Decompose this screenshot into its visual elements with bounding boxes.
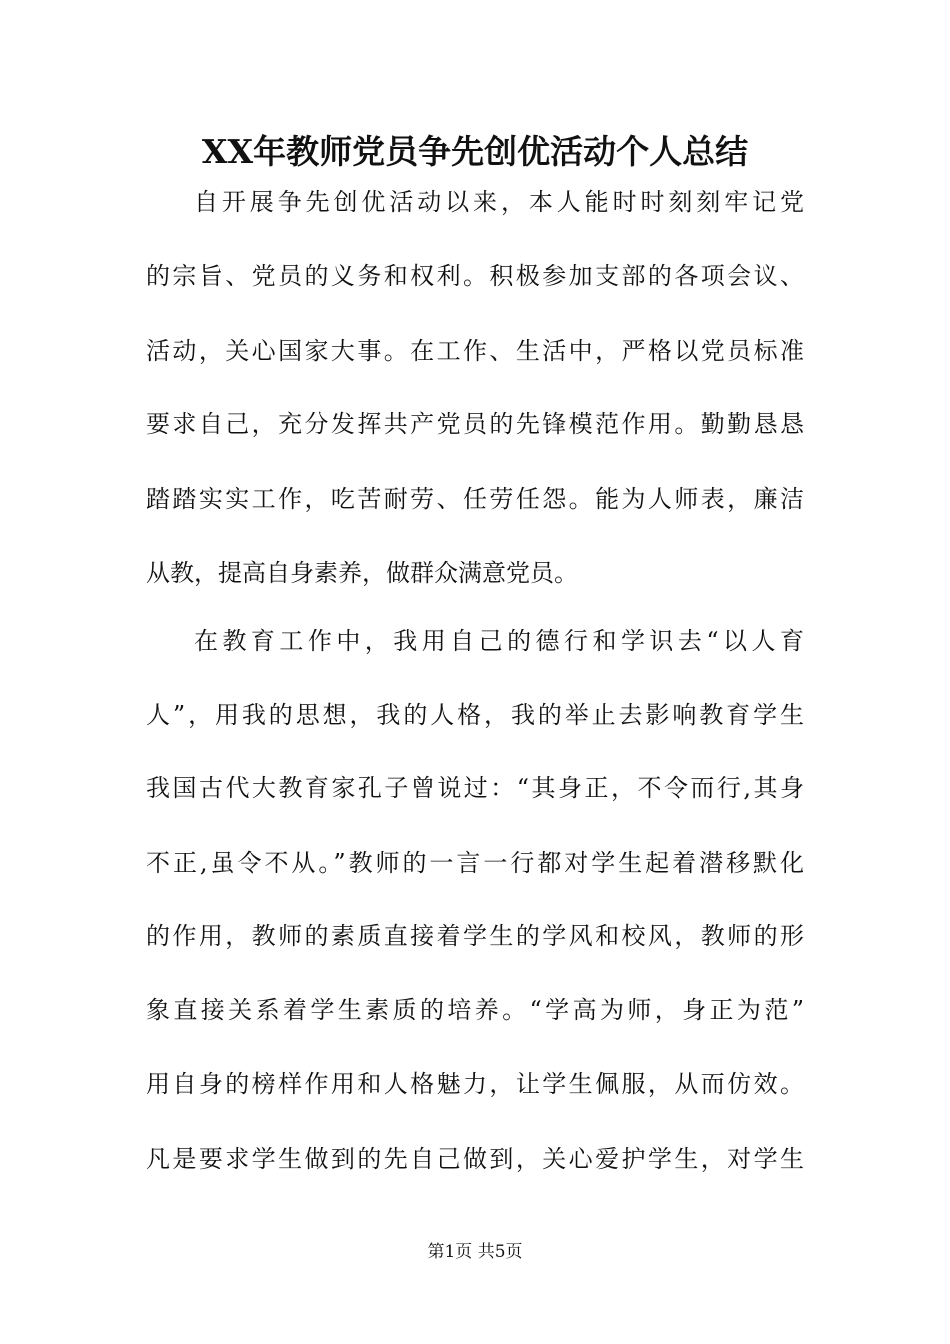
paragraph-line: 在教育工作中，我用自己的德行和学识去“以人育 <box>194 627 804 655</box>
paragraph-line: 象直接关系着学生素质的培养。“学高为师，身正为范” <box>146 996 804 1024</box>
paragraph-line: 不正,虽令不从。”教师的一言一行都对学生起着潜移默化 <box>146 849 804 877</box>
document-title: XX年教师党员争先创优活动个人总结 <box>201 132 749 171</box>
paragraph-line: 踏踏实实工作，吃苦耐劳、任劳任怨。能为人师表，廉洁 <box>146 485 804 513</box>
paragraph-line: 凡是要求学生做到的先自己做到，关心爱护学生，对学生 <box>146 1145 804 1173</box>
paragraph-line: 从教，提高自身素养，做群众满意党员。 <box>146 559 578 587</box>
paragraph-line: 用自身的榜样作用和人格魅力，让学生佩服，从而仿效。 <box>146 1070 804 1098</box>
page-number-footer: 第1页 共5页 <box>427 1242 523 1262</box>
paragraph-line: 要求自己，充分发挥共产党员的先锋模范作用。勤勤恳恳 <box>146 410 804 438</box>
paragraph-line: 自开展争先创优活动以来，本人能时时刻刻牢记党 <box>194 188 804 216</box>
paragraph-line: 的宗旨、党员的义务和权利。积极参加支部的各项会议、 <box>146 262 804 290</box>
paragraph-line: 的作用，教师的素质直接着学生的学风和校风，教师的形 <box>146 922 804 950</box>
paragraph-line: 我国古代大教育家孔子曾说过：“其身正，不令而行,其身 <box>146 774 804 802</box>
paragraph-line: 活动，关心国家大事。在工作、生活中，严格以党员标准 <box>146 337 804 365</box>
paragraph-line: 人”，用我的思想，我的人格，我的举止去影响教育学生 <box>146 701 804 729</box>
